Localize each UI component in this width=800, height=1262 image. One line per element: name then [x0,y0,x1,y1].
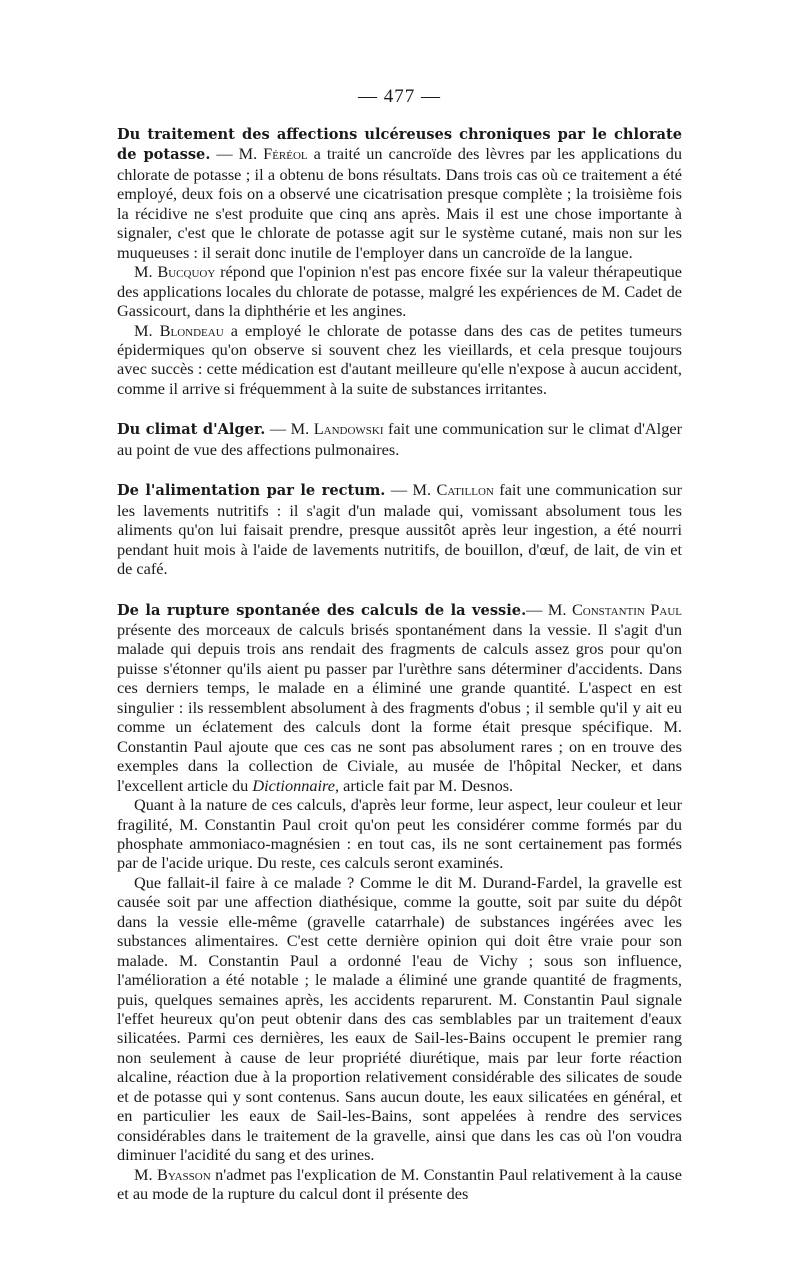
paragraph [117,1165,682,1204]
paragraph-text: répond que l'opinion n'est pas encore fixée sur la valeur thérapeutique des applications locales du chlorate de potasse, malgré les expériences de M. Cadet de Gassicourt, dans la diphthérie et les angines. [117,262,682,321]
heading-dash: — M. [265,419,314,439]
page-number: — 477 — [358,86,441,107]
paragraph-text: n'admet pas l'explication de M. Constantin Paul relativement à la cause et au mode de la rupture du calcul dont il présente des [117,1164,682,1204]
section-heading: De l'alimentation par le rectum. [117,482,386,500]
section-text-end: , article fait par M. Desnos. [335,775,514,795]
section-heading: Du climat d'Alger. [117,421,266,439]
heading-dash: — M. [385,480,437,500]
author-name: Féréol [263,144,308,164]
section-rupture-calculs [117,600,682,796]
section-alimentation-rectum [117,480,682,578]
paragraph-prefix: M. [134,262,158,282]
paragraph-text: Que fallait-il faire à ce malade ? Comme le dit M. Durand-Fardel, la gravelle est causée soit par une affection diathésique, comme la goutte, soit par suite du dépôt dans la vessie elle-même (gravelle catarrhale) de substances ingérées avec les substances alimentaires. C'est cette dernière opinion qui doit être vraie pour son malade. M. Constantin Paul a ordonné l'eau de Vichy ; sous son influence, l'amélioration a été notable ; le malade a éliminé une grande quantité de fragments, puis, quelques semaines après, les accidents reparurent. M. Constantin Paul signale l'effet heureux qu'on peut obtenir dans des cas semblables par un traitement d'eaux silicatées. Parmi ces dernières, les eaux de Sail-les-Bains occupent le premier rang non seulement à cause de leur propriété diurétique, mais par leur forte réaction alcaline, réaction due à la proportion relativement considérable des silicates de soude et de potasse qui y sont contenus. Sans aucun doute, les eaux silicatées en général, et en particulier les eaux de Sail-les-Bains, sont appelées à rendre des services considérables dans le traitement de la gravelle, ainsi que dans les cas où l'on voudra diminuer l'acidité du sang et des urines. [117,872,682,1165]
paragraph [117,321,682,399]
author-name: Blondeau [159,320,224,340]
section-text: a traité un cancroïde des lèvres par les applications du chlorate de potasse ; il a obtenu de bons résultats. Dans trois cas où ce traitement a été employé, deux fois on a observé une cicatrisation presque complète ; la troisième fois la récidive ne s'est produite que cinq ans après. Mais il est une chose importante à signaler, c'est que le chlorate de potasse agit sur le système cutané, mais non sur les muqueuses : il serait donc inutile de l'employer dans un cancroïde de la langue. [117,144,682,262]
paragraph-text: a employé le chlorate de potasse dans des cas de petites tumeurs épidermiques qu'on observe si souvent chez les vieillards, et cela presque toujours avec succès : cette médication est d'autant meilleure qu'elle n'expose à aucun accident, comme il arrive si fréquemment à la suite de substances irritantes. [117,320,682,398]
author-name: Byasson [157,1164,211,1184]
paragraph [117,873,682,1165]
heading-dash: — M. [526,599,572,619]
paragraph-prefix: M. [134,320,160,340]
section-climat-alger [117,419,682,459]
section-text: présente des morceaux de calculs brisés spontanément dans la vessie. Il s'agit d'un malade qui depuis trois ans rendait des fragments de calculs assez gros pour qu'on puisse s'étonner qu'ils aient pu passer par l'urèthre sans déterminer d'accidents. Dans ces derniers temps, le malade en a éliminé une grande quantité. L'aspect en est singulier : ils ressemblent absolument à des fragments d'obus ; il semble qu'il y ait eu comme un éclatement des calculs dont la forme était presque spécifique. M. Constantin Paul ajoute que ces cas ne sont pas absolument rares ; on en trouve des exemples dans la collection de Civiale, au musée de l'hôpital Necker, et dans l'excellent article du [117,619,682,795]
heading-dash: — M. [210,144,264,164]
paragraph [117,262,682,320]
section-heading: De la rupture spontanée des calculs de la vessie. [117,601,527,619]
section-chlorate [117,124,682,262]
italic-title: Dictionnaire [252,775,335,795]
author-name: Catillon [436,480,494,500]
section-text: fait une communication sur le climat d'Alger au point de vue des affections pulmonaires. [117,419,682,459]
paragraph-prefix: M. [134,1164,158,1184]
author-name: Bucquoy [157,262,216,282]
section-text: fait une communication sur les lavements nutritifs : il s'agit d'un malade qui, vomissant absolument tous les aliments qu'on lui faisait prendre, presque aussitôt après leur ingestion, a été nourri pendant huit mois à l'aide de lavements nutritifs, de bouillon, d'œuf, de lait, de vin et de café. [117,480,682,579]
section-heading: Du traitement des affections ulcéreuses chroniques par le chlorate de potasse. [117,126,682,164]
author-name: Landowski [313,419,384,439]
paragraph-text: Quant à la nature de ces calculs, d'après leur forme, leur aspect, leur couleur et leur fragilité, M. Constantin Paul croit qu'on peut les considérer comme formés par du phosphate ammoniaco-magnésien : en tout cas, ils ne sont certainement pas formés par de l'acide urique. Du reste, ces calculs seront examinés. [117,795,682,873]
author-name: Constantin Paul [571,599,682,619]
paragraph [117,795,682,873]
